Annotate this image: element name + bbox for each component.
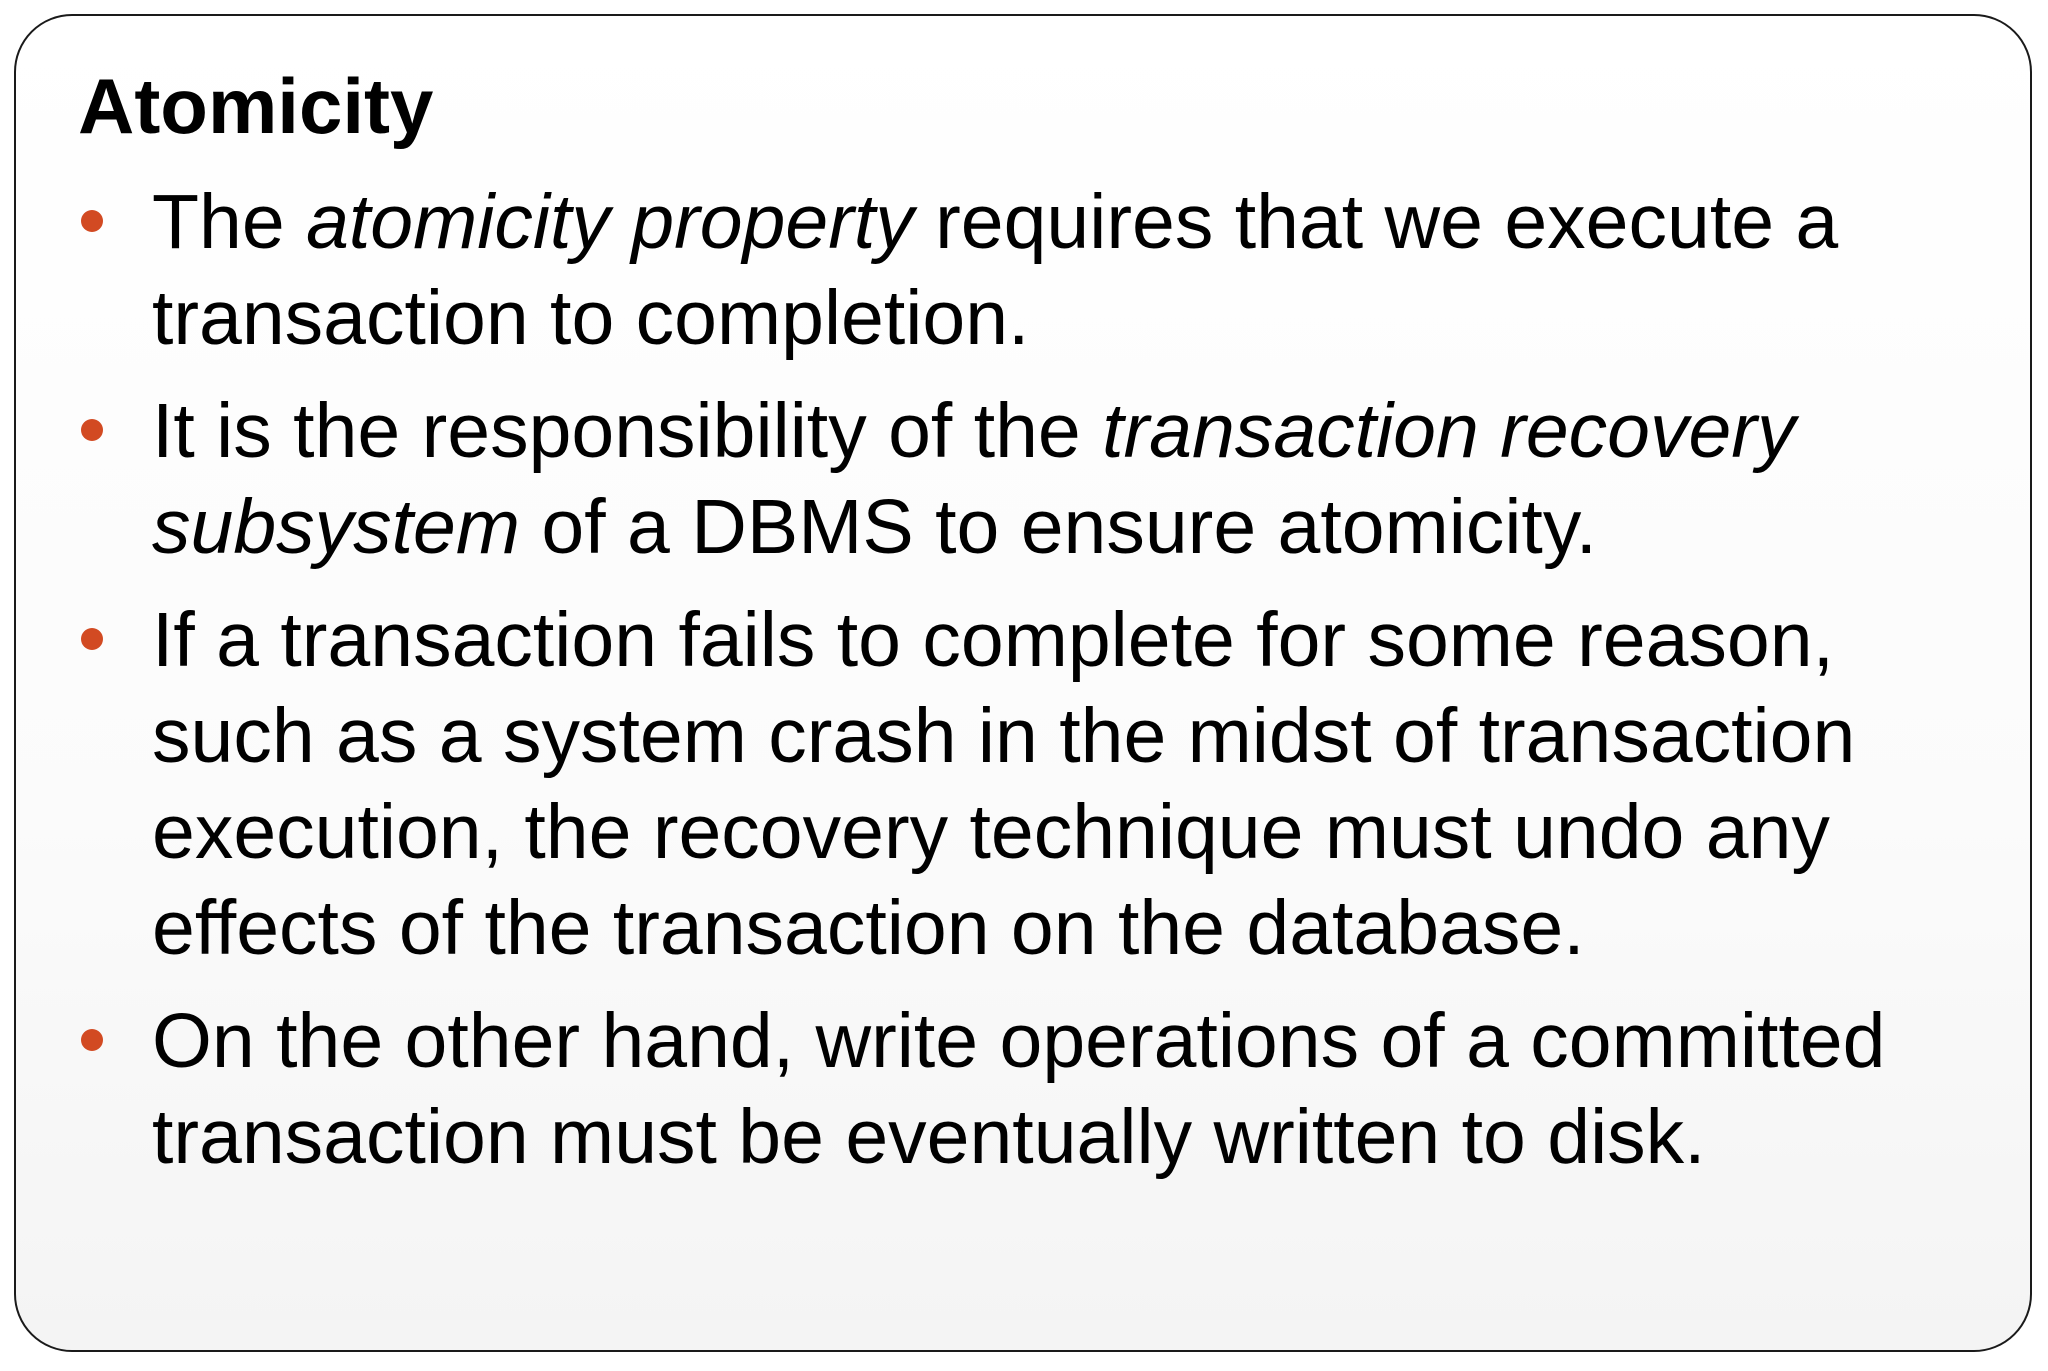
bullet-text [152, 998, 1885, 1180]
text-segment: of a DBMS to ensure atomicity. [520, 484, 1598, 570]
bullet-dot-icon [81, 419, 103, 441]
bullet-text [152, 597, 1855, 971]
text-segment: On the other hand, write operations of a committed transaction must be eventually written to disk. [152, 998, 1886, 1180]
bullet-item [78, 592, 1978, 976]
bullet-list [78, 174, 1978, 1202]
bullet-dot-icon [81, 628, 103, 650]
bullet-dot-icon [81, 1029, 103, 1051]
italic-term: atomicity property [306, 179, 914, 265]
bullet-text [152, 388, 1795, 570]
italic-term: transaction recovery subsystem [152, 388, 1796, 570]
text-segment: It is the responsibility of the [152, 388, 1103, 474]
bullet-text [152, 179, 1838, 361]
text-segment: If a transaction fails to complete for some reason, such as a system crash in the midst of transaction execution, the recovery technique must undo any effects of the transaction on the database. [152, 597, 1856, 971]
bullet-item [78, 993, 1978, 1185]
slide-frame [14, 14, 2032, 1352]
text-segment: The [152, 179, 307, 265]
bullet-dot-icon [81, 210, 103, 232]
bullet-item [78, 174, 1978, 366]
bullet-item [78, 383, 1978, 575]
text-segment: requires that we execute a transaction to completion. [152, 179, 1839, 361]
slide-title: Atomicity [78, 62, 434, 150]
